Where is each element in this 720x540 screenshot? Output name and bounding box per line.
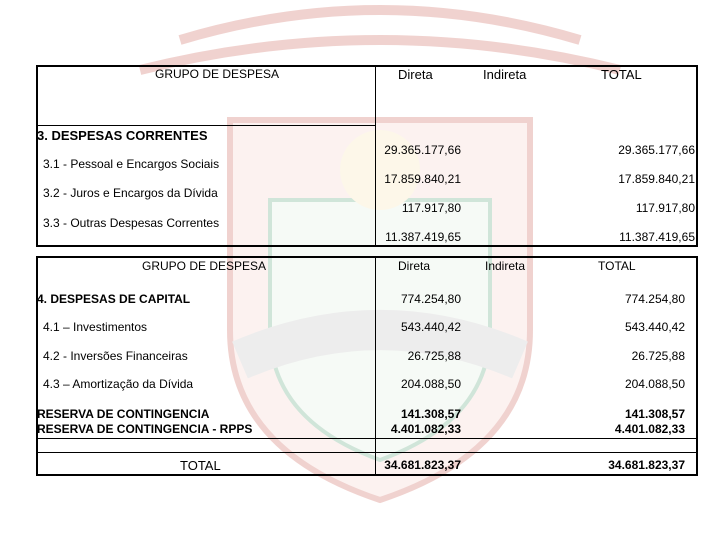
table2-row-direta: 26.725,88 [407,349,461,363]
table2-row-total: 26.725,88 [631,349,685,363]
table1-row-label: 3.2 - Juros e Encargos da Dívida [43,186,218,200]
table2-reserva-label: RESERVA DE CONTINGENCIA [37,407,210,421]
table1-row-total: 117.917,80 [635,201,695,215]
table1-row-direta: 17.859.840,21 [384,172,461,186]
table2-divider [36,452,698,453]
table2-total-label: TOTAL [180,458,221,473]
table1-row-total: 11.387.419,65 [619,230,695,244]
table2-border [36,256,698,476]
table1-section-label: 3. DESPESAS CORRENTES [37,128,208,143]
table2-header-indireta: Indireta [485,259,526,273]
table2-row-total: 204.088,50 [624,377,685,391]
table2-row-label: 4.3 – Amortização da Dívida [43,377,194,391]
table2-section-direta: 774.254,80 [400,292,461,306]
table2-reserva-rpps-total: 4.401.082,33 [614,422,685,436]
table1-header-total: TOTAL [601,67,642,82]
table1-row-label: 3.1 - Pessoal e Encargos Sociais [43,157,220,171]
table1-section-direta: 29.365.177,66 [384,143,461,157]
table2-column-divider [375,256,376,476]
table1-header-group: GRUPO DE DESPESA [155,67,280,81]
table2-row-direta: 543.440,42 [400,320,461,334]
table2-reserva-rpps-label: RESERVA DE CONTINGENCIA - RPPS [37,422,253,436]
table1-header-direta: Direta [398,67,433,82]
table2-header-total: TOTAL [598,259,636,273]
table2-total-total: 34.681.823,37 [608,458,685,472]
table2-row-total: 543.440,42 [624,320,685,334]
table2-reserva-total: 141.308,57 [624,407,685,421]
table2-reserva-rpps-direta: 4.401.082,33 [390,422,461,436]
table1-row-total: 17.859.840,21 [618,172,695,186]
table2-row-direta: 204.088,50 [400,377,461,391]
table2-row-label: 4.2 - Inversões Financeiras [43,349,188,363]
table2-divider [36,438,698,439]
table2-header-group: GRUPO DE DESPESA [142,259,267,273]
table1-row-direta: 117.917,80 [401,201,461,215]
table1-row-direta: 11.387.419,65 [385,230,461,244]
table2-row-label: 4.1 – Investimentos [43,320,148,334]
table1-header-indireta: Indireta [483,67,527,82]
table2-header-direta: Direta [398,259,431,273]
table2-reserva-direta: 141.308,57 [400,407,461,421]
table1-section-total: 29.365.177,66 [618,143,695,157]
table2-total-direta: 34.681.823,37 [384,458,461,472]
table2-section-total: 774.254,80 [624,292,685,306]
table1-row-label: 3.3 - Outras Despesas Correntes [43,216,220,230]
table2-section-label: 4. DESPESAS DE CAPITAL [37,292,191,306]
